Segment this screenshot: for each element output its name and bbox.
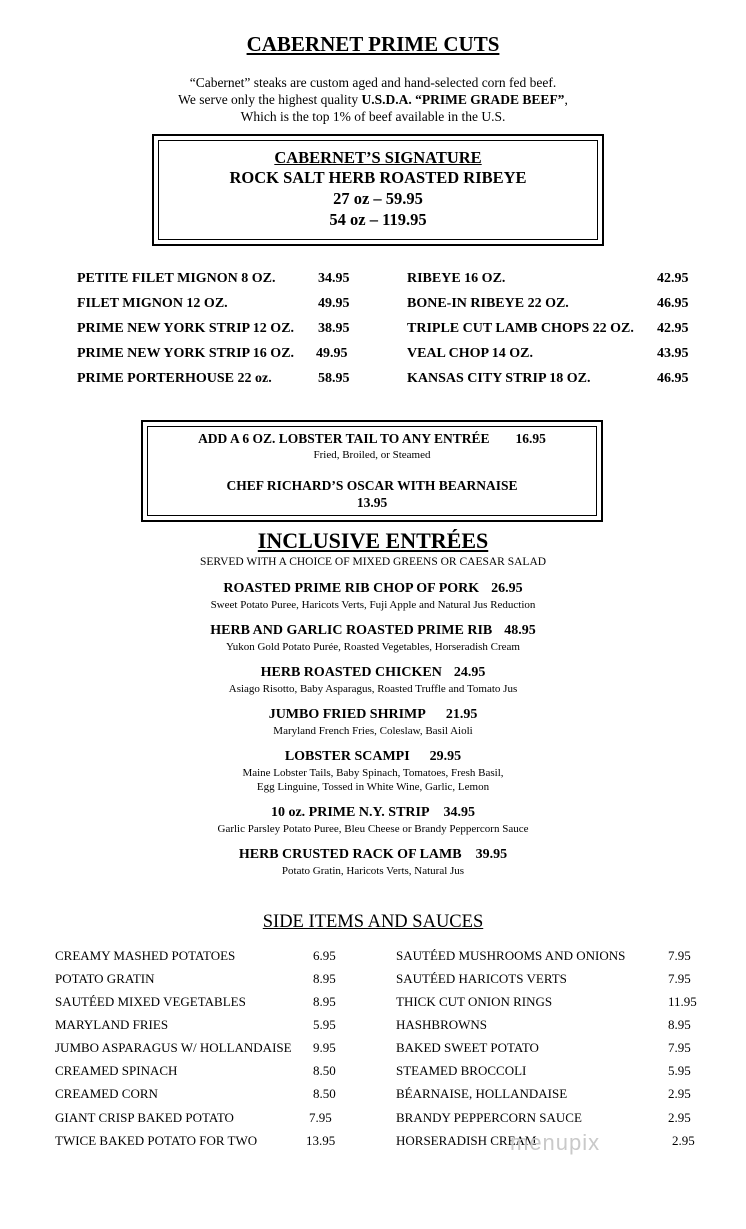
intro-line-1: “Cabernet” steaks are custom aged and hand-selected corn fed beef.: [189, 75, 557, 90]
intro-line-2-prefix: We serve only the highest quality: [178, 92, 362, 107]
side-name: HORSERADISH CREAM: [396, 1133, 537, 1148]
page-title: CABERNET PRIME CUTS: [246, 32, 500, 56]
entree-name: HERB AND GARLIC ROASTED PRIME RIB: [210, 623, 493, 638]
lobster-addon-label: ADD A 6 OZ. LOBSTER TAIL TO ANY ENTRÉE: [198, 431, 490, 446]
intro-line-2-bold: U.S.D.A. “PRIME GRADE BEEF”: [361, 92, 565, 107]
intro-line-3: Which is the top 1% of beef available in the U.S.: [240, 109, 506, 124]
signature-dish: ROCK SALT HERB ROASTED RIBEYE: [229, 168, 527, 187]
steak-price: 42.95: [657, 321, 689, 336]
oscar-label: CHEF RICHARD’S OSCAR WITH BEARNAISE: [226, 478, 518, 493]
steak-name: TRIPLE CUT LAMB CHOPS 22 OZ.: [407, 321, 634, 336]
side-name: STEAMED BROCCOLI: [396, 1063, 527, 1078]
steak-name: FILET MIGNON 12 OZ.: [77, 296, 228, 311]
inclusive-title: INCLUSIVE ENTRÉES: [257, 528, 489, 553]
side-name: CREAMED CORN: [55, 1086, 158, 1101]
side-name: HASHBROWNS: [396, 1017, 488, 1032]
side-name: CREAMED SPINACH: [55, 1063, 178, 1078]
entree-desc: Maryland French Fries, Coleslaw, Basil Aioli: [273, 725, 473, 737]
entree-price: 26.95: [491, 581, 523, 596]
steak-name: PETITE FILET MIGNON 8 OZ.: [77, 271, 276, 286]
side-name: TWICE BAKED POTATO FOR TWO: [55, 1133, 258, 1148]
entree-desc-2: Egg Linguine, Tossed in White Wine, Garlic, Lemon: [256, 781, 490, 793]
entree-desc: Sweet Potato Puree, Haricots Verts, Fuji Apple and Natural Jus Reduction: [210, 599, 536, 611]
entree-title: [0, 623, 746, 639]
steak-price: 49.95: [318, 296, 350, 311]
entree-title: [0, 847, 746, 863]
side-price: 7.95: [668, 948, 691, 963]
entree-desc: Yukon Gold Potato Purée, Roasted Vegetables, Horseradish Cream: [226, 641, 520, 653]
side-name: BÉARNAISE, HOLLANDAISE: [396, 1086, 568, 1101]
side-price: 9.95: [313, 1040, 336, 1055]
inclusive-subtitle: SERVED WITH A CHOICE OF MIXED GREENS OR CAESAR SALAD: [199, 556, 547, 568]
side-price: 8.95: [668, 1017, 691, 1032]
side-name: POTATO GRATIN: [55, 971, 155, 986]
lobster-addon-line: [143, 431, 601, 447]
side-name: SAUTÉED MIXED VEGETABLES: [55, 994, 246, 1009]
side-name: SAUTÉED HARICOTS VERTS: [396, 971, 567, 986]
steak-price: 43.95: [657, 346, 689, 361]
side-name: THICK CUT ONION RINGS: [396, 994, 553, 1009]
steak-name: KANSAS CITY STRIP 18 OZ.: [407, 371, 591, 386]
side-price: 11.95: [668, 994, 697, 1009]
entree-name: HERB CRUSTED RACK OF LAMB: [238, 847, 462, 862]
side-name: CREAMY MASHED POTATOES: [55, 948, 236, 963]
steak-name: PRIME NEW YORK STRIP 16 OZ.: [77, 346, 295, 361]
entree-desc: Asiago Risotto, Baby Asparagus, Roasted Truffle and Tomato Jus: [228, 683, 518, 695]
steak-name: PRIME PORTERHOUSE 22 oz.: [77, 371, 272, 386]
entree-title: [0, 581, 746, 597]
side-price: 8.50: [313, 1063, 336, 1078]
steak-price: 58.95: [318, 371, 350, 386]
signature-size-2: 54 oz – 119.95: [329, 210, 427, 229]
entree-title: [0, 707, 746, 723]
entree-desc: Potato Gratin, Haricots Verts, Natural Jus: [281, 865, 465, 877]
steak-price: 38.95: [318, 321, 350, 336]
watermark-logo: menupix: [510, 1130, 601, 1155]
lobster-addon-price: 16.95: [515, 431, 546, 446]
entree-name: 10 oz. PRIME N.Y. STRIP: [270, 805, 430, 820]
sides-title: SIDE ITEMS AND SAUCES: [262, 912, 484, 932]
side-price: 7.95: [668, 971, 691, 986]
side-name: BRANDY PEPPERCORN SAUCE: [396, 1110, 582, 1125]
steak-price: 46.95: [657, 371, 689, 386]
entree-name: ROASTED PRIME RIB CHOP OF PORK: [223, 581, 480, 596]
side-price: 8.95: [313, 971, 336, 986]
entree-title: [0, 665, 746, 681]
steak-name: PRIME NEW YORK STRIP 12 OZ.: [77, 321, 295, 336]
steak-name: RIBEYE 16 OZ.: [407, 271, 506, 286]
side-price: 5.95: [668, 1063, 691, 1078]
side-price: 13.95: [306, 1133, 336, 1148]
side-name: GIANT CRISP BAKED POTATO: [55, 1110, 234, 1125]
entree-desc: Maine Lobster Tails, Baby Spinach, Tomatoes, Fresh Basil,: [242, 767, 504, 779]
side-price: 8.50: [313, 1086, 336, 1101]
entree-price: 24.95: [453, 665, 486, 680]
side-name: BAKED SWEET POTATO: [396, 1040, 539, 1055]
steak-price: 46.95: [657, 296, 689, 311]
entree-desc: Garlic Parsley Potato Puree, Bleu Cheese or Brandy Peppercorn Sauce: [217, 823, 529, 835]
entree-name: JUMBO FRIED SHRIMP: [268, 707, 426, 722]
side-price: 2.95: [668, 1110, 691, 1125]
steak-name: VEAL CHOP 14 OZ.: [407, 346, 534, 361]
steak-price: 42.95: [657, 271, 689, 286]
lobster-addon-box: [141, 420, 603, 522]
side-price: 6.95: [313, 948, 336, 963]
oscar-price: 13.95: [356, 495, 388, 510]
intro-line-2: [0, 91, 746, 108]
side-price: 5.95: [313, 1017, 336, 1032]
signature-box: [152, 134, 604, 246]
side-name: JUMBO ASPARAGUS W/ HOLLANDAISE: [55, 1040, 292, 1055]
entree-name: HERB ROASTED CHICKEN: [260, 665, 442, 680]
lobster-addon-desc: Fried, Broiled, or Steamed: [313, 449, 431, 461]
side-name: MARYLAND FRIES: [55, 1017, 169, 1032]
entree-title: [0, 805, 746, 821]
signature-size-1: 27 oz – 59.95: [333, 189, 423, 208]
entree-price: 39.95: [475, 847, 508, 862]
side-price: 7.95: [309, 1110, 332, 1125]
side-price: 2.95: [668, 1086, 691, 1101]
entree-price: 48.95: [504, 623, 536, 638]
signature-heading: CABERNET’S SIGNATURE: [274, 148, 482, 167]
steak-name: BONE-IN RIBEYE 22 OZ.: [407, 296, 569, 311]
side-price: 2.95: [672, 1133, 695, 1148]
entree-title: [0, 749, 746, 765]
steak-price: 34.95: [318, 271, 350, 286]
side-price: 7.95: [668, 1040, 691, 1055]
side-name: SAUTÉED MUSHROOMS AND ONIONS: [396, 948, 626, 963]
entree-price: 34.95: [443, 805, 476, 820]
entree-price: 21.95: [445, 707, 478, 722]
entree-price: 29.95: [429, 749, 462, 764]
steak-price: 49.95: [316, 346, 348, 361]
entree-name: LOBSTER SCAMPI: [284, 749, 410, 764]
intro-line-2-suffix: ,: [564, 92, 568, 107]
side-price: 8.95: [313, 994, 336, 1009]
